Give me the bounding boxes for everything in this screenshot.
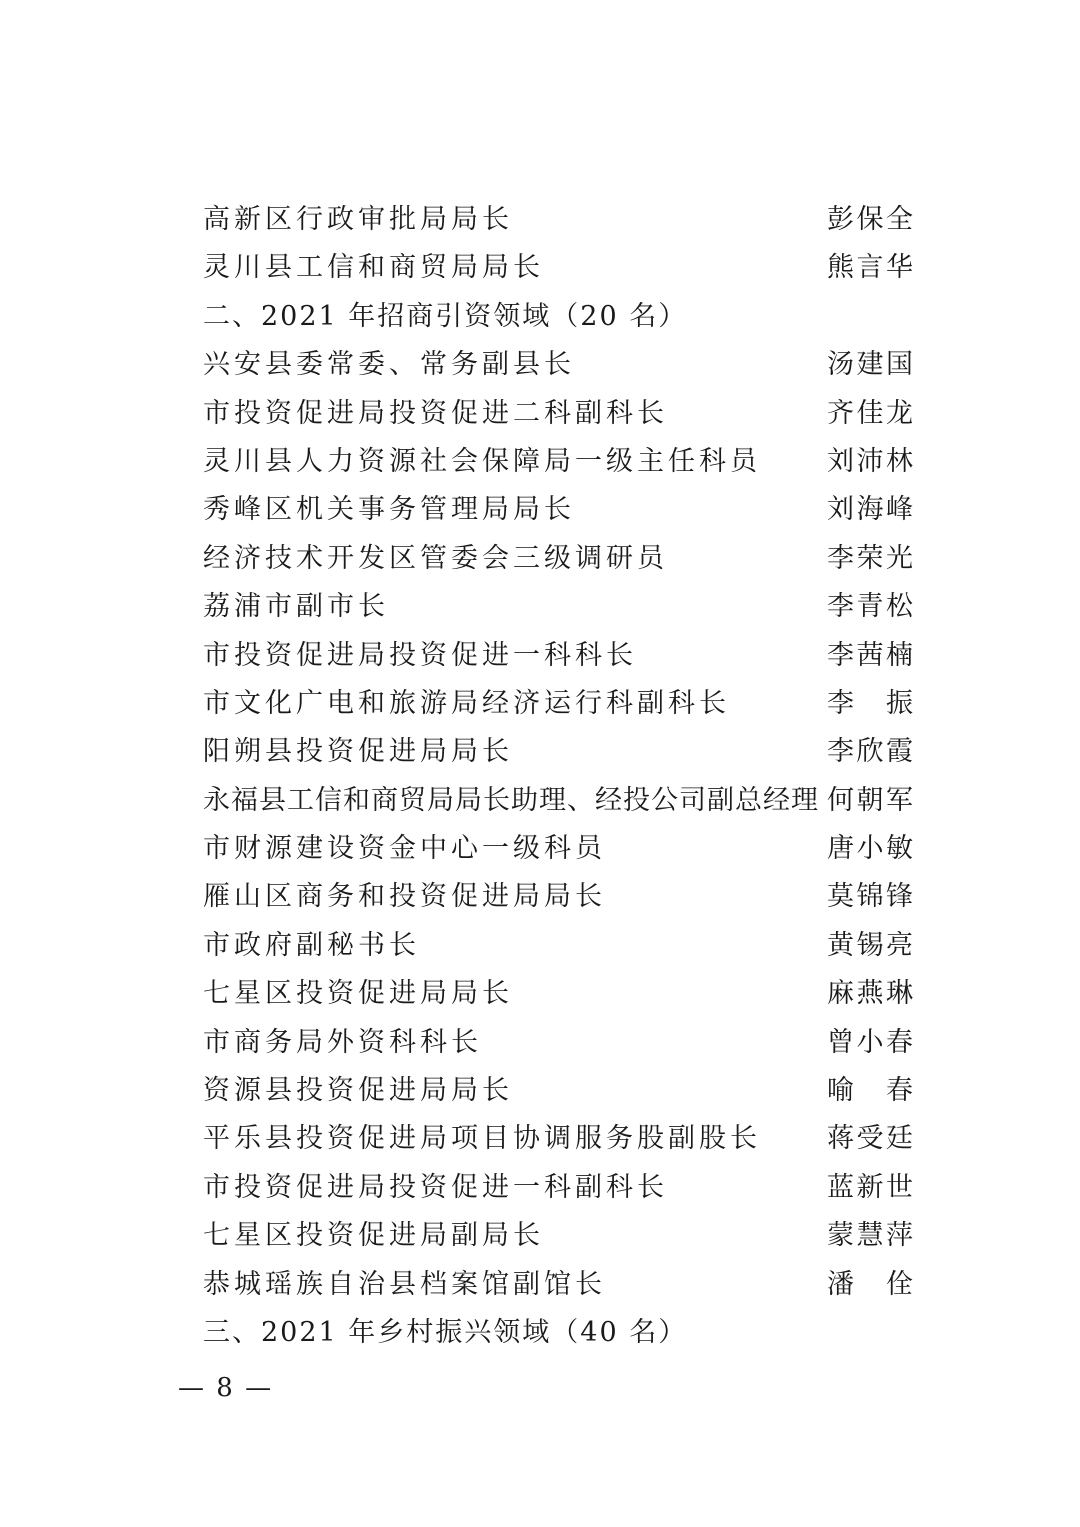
person-name: 刘沛林: [827, 445, 913, 477]
person-name: 何朝军: [827, 784, 913, 816]
person-name: 蒋受廷: [827, 1123, 913, 1155]
position-title: 市投资促进局投资促进二科副科长: [203, 397, 668, 429]
list-item: [203, 777, 913, 825]
list-item: [203, 341, 913, 389]
document-body: [203, 196, 913, 1357]
position-title: 市政府副秘书长: [203, 929, 420, 961]
person-name: 蒙慧萍: [827, 1220, 913, 1252]
position-title: 高新区行政审批局局长: [203, 204, 513, 235]
position-title: 市商务局外资科科长: [203, 1026, 482, 1058]
person-name: 李荣光: [827, 542, 913, 574]
person-name: 麻燕琳: [827, 978, 913, 1010]
person-name: 唐小敏: [827, 833, 913, 865]
list-item: [203, 1164, 913, 1212]
list-item: [203, 1067, 913, 1115]
list-item: [203, 486, 913, 534]
position-title: 兴安县委常委、常务副县长: [203, 349, 575, 381]
person-name: 潘佺: [827, 1268, 913, 1300]
person-name: 莫锦锋: [827, 881, 913, 913]
person-name: 刘海峰: [827, 494, 913, 526]
position-title: 阳朔县投资促进局局长: [203, 736, 513, 768]
list-item: [203, 390, 913, 438]
position-title: 灵川县人力资源社会保障局一级主任科员: [203, 445, 761, 477]
list-item: [203, 728, 913, 776]
position-title: 经济技术开发区管委会三级调研员: [203, 542, 668, 574]
list-item: [203, 535, 913, 583]
list-item: [203, 680, 913, 728]
list-item: [203, 825, 913, 873]
position-title: 七星区投资促进局副局长: [203, 1220, 544, 1252]
list-item: [203, 922, 913, 970]
page-number: — 8 —: [178, 1373, 274, 1403]
person-name: 李茜楠: [827, 639, 913, 671]
list-item: [203, 1019, 913, 1067]
position-title: 荔浦市副市长: [203, 591, 389, 623]
list-item: [203, 244, 913, 292]
position-title: 灵川县工信和商贸局局长: [203, 252, 544, 284]
position-title: 七星区投资促进局局长: [203, 978, 513, 1010]
person-name: 喻春: [827, 1075, 913, 1107]
list-item: [203, 583, 913, 631]
position-title: 市财源建设资金中心一级科员: [203, 833, 606, 865]
position-title: 市投资促进局投资促进一科副科长: [203, 1171, 668, 1203]
list-item: [203, 1212, 913, 1260]
list-item: [203, 632, 913, 680]
person-name: 齐佳龙: [827, 397, 913, 429]
person-name: 李欣霞: [827, 736, 913, 768]
person-name: 蓝新世: [827, 1171, 913, 1203]
list-item: [203, 196, 913, 244]
position-title: 雁山区商务和投资促进局局长: [203, 881, 606, 913]
position-title: 资源县投资促进局局长: [203, 1075, 513, 1107]
list-item: [203, 970, 913, 1018]
position-title: 市文化广电和旅游局经济运行科副科长: [203, 687, 730, 719]
section-heading-rural: 三、2021 年乡村振兴领域（40 名）: [203, 1316, 688, 1348]
section-heading-investment: 二、2021 年招商引资领域（20 名）: [203, 300, 688, 332]
person-name: 汤建国: [827, 349, 913, 381]
position-title: 平乐县投资促进局项目协调服务股副股长: [203, 1123, 761, 1155]
person-name: 彭保全: [827, 204, 913, 235]
position-title: 永福县工信和商贸局局长助理、经投公司副总经理: [203, 784, 819, 816]
list-item: [203, 438, 913, 486]
position-title: 市投资促进局投资促进一科科长: [203, 639, 637, 671]
person-name: 曾小春: [827, 1026, 913, 1058]
list-item: [203, 1261, 913, 1309]
person-name: 黄锡亮: [827, 929, 913, 961]
position-title: 秀峰区机关事务管理局局长: [203, 494, 575, 526]
person-name: 李青松: [827, 591, 913, 623]
position-title: 恭城瑶族自治县档案馆副馆长: [203, 1268, 606, 1300]
list-item: [203, 873, 913, 921]
person-name: 熊言华: [827, 252, 913, 284]
list-item: [203, 1115, 913, 1163]
person-name: 李振: [827, 687, 913, 719]
